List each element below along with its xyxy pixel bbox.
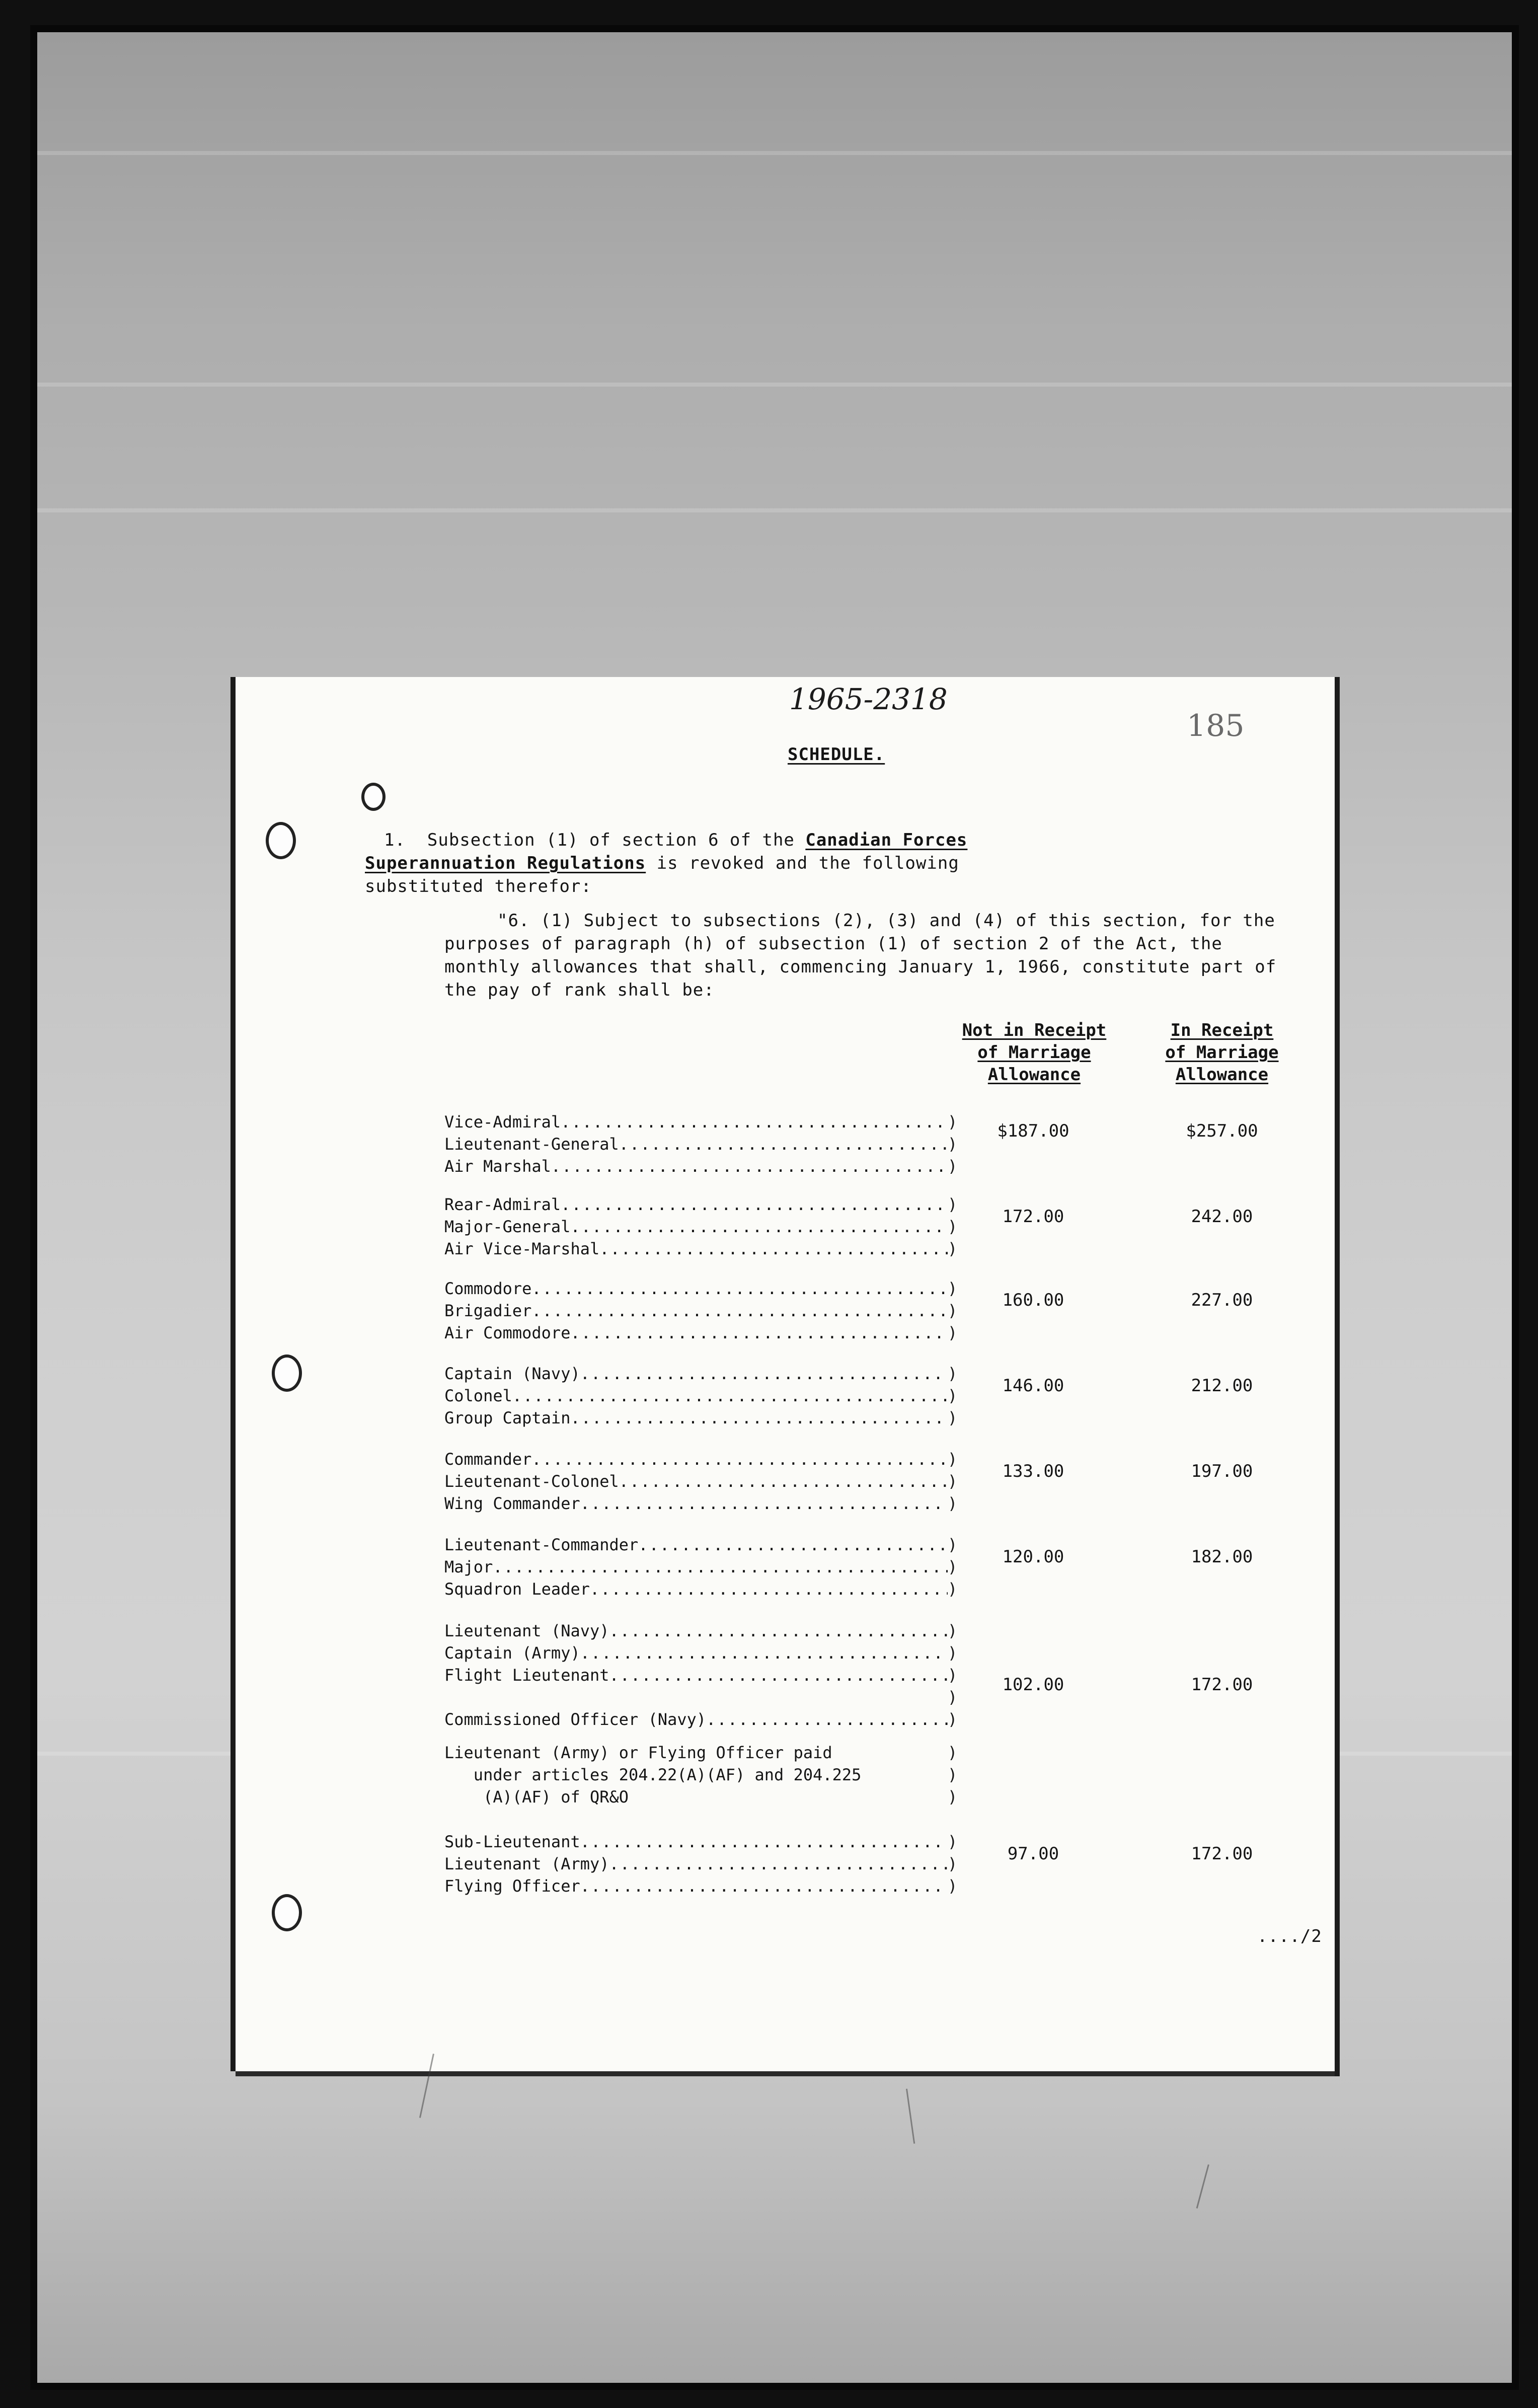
amount-not-in-receipt: 133.00	[1002, 1461, 1064, 1481]
rank-row: Colonel ..... )	[444, 1385, 958, 1407]
intro-line-1: 1. Subsection (1) of section 6 of the Canadian Forces	[384, 830, 968, 850]
film-streak	[37, 383, 1512, 387]
intro-line-3: substituted therefor:	[365, 876, 592, 896]
amount-not-in-receipt: 172.00	[1002, 1207, 1064, 1227]
rank-row: Rear-Admiral ..... )	[444, 1193, 958, 1216]
punch-hole	[272, 1354, 302, 1392]
rank-group	[444, 1363, 958, 1429]
amount-not-in-receipt: 160.00	[1002, 1290, 1064, 1310]
amount-not-in-receipt: 146.00	[1002, 1376, 1064, 1396]
rank-note-row: (A)(AF) of QR&O )	[483, 1787, 958, 1807]
continuation-marker: ..../2	[1257, 1926, 1322, 1946]
page-number-stamp: 185	[1187, 708, 1245, 743]
regulation-title-part-1: Canadian Forces	[805, 830, 968, 850]
amount-in-receipt: 212.00	[1191, 1376, 1253, 1396]
rank-group	[444, 1831, 958, 1897]
amount-in-receipt: 182.00	[1191, 1547, 1253, 1567]
rank-row: Flying Officer ..... )	[444, 1875, 958, 1897]
rank-group	[444, 1620, 958, 1808]
amount-in-receipt: 227.00	[1191, 1290, 1253, 1310]
rank-row: Air Marshal ..... )	[444, 1155, 958, 1177]
rank-note-row: under articles 204.22(A)(AF) and 204.225 )	[473, 1765, 958, 1784]
rank-row: Major-General ..... )	[444, 1216, 958, 1238]
punch-hole	[266, 822, 296, 859]
paragraph-line-3: monthly allowances that shall, commencing January 1, 1966, constitute part of	[444, 957, 1277, 977]
film-streak	[37, 151, 1512, 155]
rank-row: Wing Commander ..... )	[444, 1492, 958, 1515]
rank-row: Captain (Navy) ..... )	[444, 1363, 958, 1385]
paragraph-line-2: purposes of paragraph (h) of subsection (1) of section 2 of the Act, the	[444, 934, 1222, 954]
rank-row: Brigadier ..... )	[444, 1300, 958, 1322]
rank-group	[444, 1277, 958, 1344]
column-header-in-receipt: In Receipt of Marriage Allowance	[1165, 1020, 1279, 1085]
amount-not-in-receipt: $187.00	[997, 1121, 1069, 1141]
handwritten-reference: 1965-2318	[789, 682, 948, 716]
punch-hole	[361, 783, 386, 811]
intro-line-2: Superannuation Regulations is revoked and the following	[365, 853, 959, 873]
rank-row: Flight Lieutenant ..... )	[444, 1664, 958, 1686]
rank-row: Commander ..... )	[444, 1448, 958, 1470]
rank-row: Captain (Army) ..... )	[444, 1642, 958, 1664]
rank-row: Sub-Lieutenant ..... )	[444, 1831, 958, 1853]
paragraph-line-1: "6. (1) Subject to subsections (2), (3) and (4) of this section, for the	[497, 911, 1275, 931]
column-header-not-in-receipt: Not in Receipt of Marriage Allowance	[962, 1020, 1107, 1085]
amount-not-in-receipt: 120.00	[1002, 1547, 1064, 1567]
rank-row: Lieutenant-Colonel ..... )	[444, 1470, 958, 1492]
rank-row: Air Vice-Marshal ..... )	[444, 1238, 958, 1260]
rank-row: Air Commodore ..... )	[444, 1322, 958, 1344]
paragraph-line-4: the pay of rank shall be:	[444, 980, 715, 1000]
rank-row: )	[948, 1688, 958, 1707]
rank-row: Major ..... )	[444, 1556, 958, 1578]
rank-group	[444, 1534, 958, 1600]
rank-row: Lieutenant (Army) ..... )	[444, 1853, 958, 1875]
amount-in-receipt: $257.00	[1186, 1121, 1258, 1141]
rank-group	[444, 1193, 958, 1260]
regulation-title-part-2: Superannuation Regulations	[365, 853, 646, 873]
amount-not-in-receipt: 97.00	[1007, 1844, 1059, 1864]
rank-row: Squadron Leader ..... )	[444, 1578, 958, 1600]
amount-in-receipt: 172.00	[1191, 1675, 1253, 1695]
page-edge	[1335, 677, 1340, 2076]
amount-in-receipt: 242.00	[1191, 1207, 1253, 1227]
rank-row: Commissioned Officer (Navy) ..... )	[444, 1708, 958, 1730]
rank-row: Vice-Admiral ..... )	[444, 1111, 958, 1133]
rank-row: Lieutenant-Commander ..... )	[444, 1534, 958, 1556]
rank-note-row: Lieutenant (Army) or Flying Officer paid )	[444, 1743, 958, 1762]
schedule-title: SCHEDULE.	[788, 744, 885, 765]
amount-in-receipt: 172.00	[1191, 1844, 1253, 1864]
section-number: 1.	[384, 830, 406, 850]
rank-group	[444, 1111, 958, 1177]
rank-row: Lieutenant-General ..... )	[444, 1133, 958, 1155]
document-page	[236, 677, 1338, 2071]
rank-row: Group Captain ..... )	[444, 1407, 958, 1429]
rank-row: Lieutenant (Navy) ..... )	[444, 1620, 958, 1642]
film-streak	[37, 508, 1512, 512]
amount-in-receipt: 197.00	[1191, 1461, 1253, 1481]
punch-hole	[272, 1894, 302, 1931]
rank-group	[444, 1448, 958, 1515]
rank-row: Commodore ..... )	[444, 1277, 958, 1300]
amount-not-in-receipt: 102.00	[1002, 1675, 1064, 1695]
